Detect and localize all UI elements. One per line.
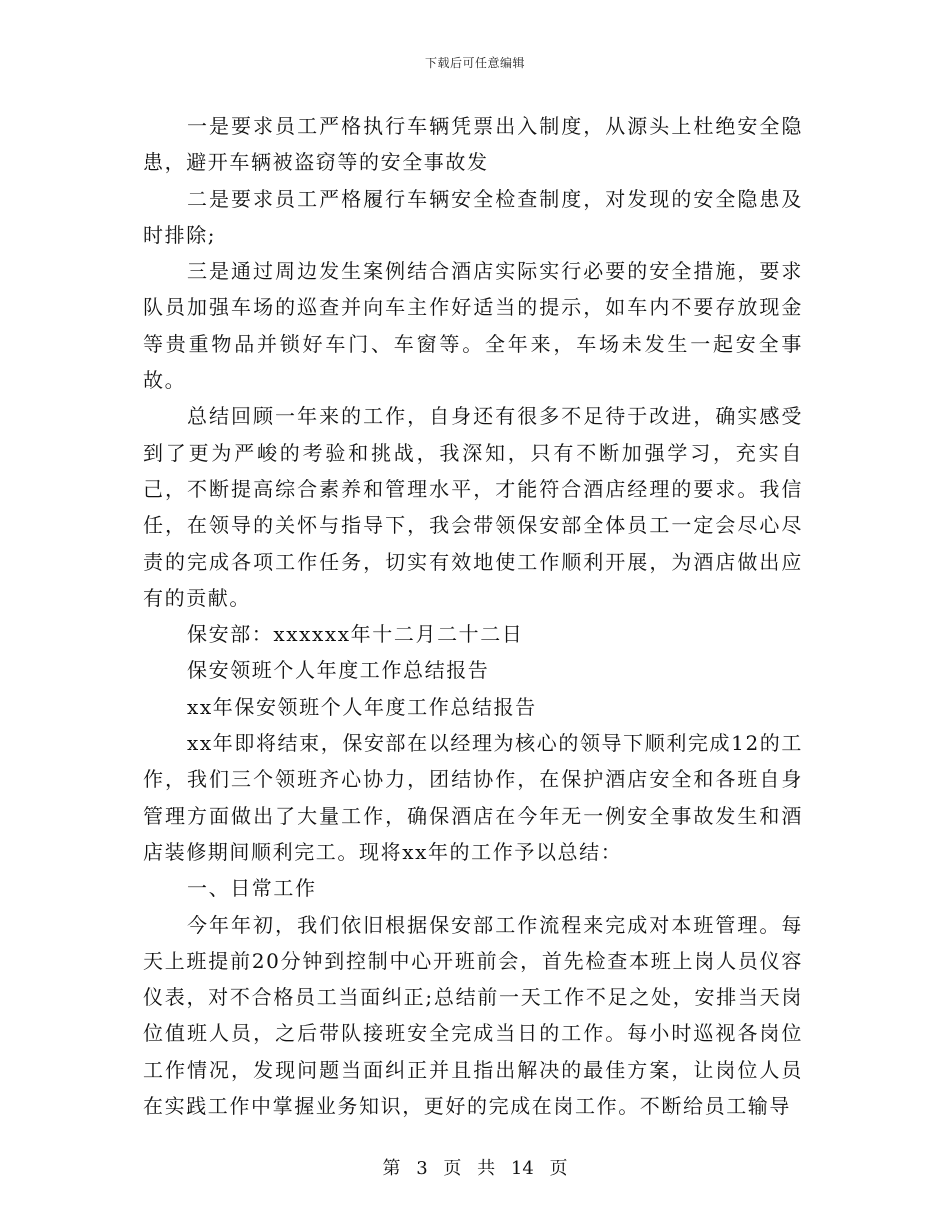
- paragraph-4: 总结回顾一年来的工作，自身还有很多不足待于改进，确实感受到了更为严峻的考验和挑战，我深知，只有不断加强学习，充实自己，不断提高综合素养和管理水平，才能符合酒店经理的要求。我信任，在领导的关怀与指导下，我会带领保安部全体员工一定会尽心尽责的完成各项工作任务，切实有效地使工作顺利开展，为酒店做出应有的贡献。: [143, 404, 803, 610]
- page-label-suffix: 页: [549, 1158, 568, 1179]
- page-number-footer: [0, 1154, 950, 1180]
- document-subtitle: xx年保安领班个人年度工作总结报告: [187, 694, 537, 719]
- page-label-mid2: 共: [477, 1158, 496, 1179]
- signature-date-line: 保安部：xxxxxx年十二月二十二日: [187, 622, 524, 647]
- page-label-prefix: 第: [382, 1158, 401, 1179]
- document-body: [143, 108, 803, 1124]
- page-label-mid1: 页: [443, 1158, 462, 1179]
- paragraph-3: 三是通过周边发生案例结合酒店实际实行必要的安全措施，要求队员加强车场的巡查并向车主作好适当的提示，如车内不要存放现金等贵重物品并锁好车门、车窗等。全年来，车场未发生一起安全事故。: [143, 259, 803, 393]
- section-heading-daily-work: 一、日常工作: [187, 876, 317, 901]
- paragraph-daily-work: 今年年初，我们依旧根据保安部工作流程来完成对本班管理。每天上班提前20分钟到控制中心开班前会，首先检查本班上岗人员仪容仪表，对不合格员工当面纠正;总结前一天工作不足之处，安排当天岗位值班人员，之后带队接班安全完成当日的工作。每小时巡视各岗位工作情况，发现问题当面纠正并且指出解决的最佳方案，让岗位人员在实践工作中掌握业务知识，更好的完成在岗工作。不断给员工输导: [143, 912, 803, 1119]
- document-title: 保安领班个人年度工作总结报告: [187, 658, 490, 683]
- header-note: 下载后可任意编辑: [424, 56, 525, 70]
- paragraph-2: 二是要求员工严格履行车辆安全检查制度，对发现的安全隐患及时排除;: [143, 186, 803, 247]
- current-page-number: 3: [416, 1158, 428, 1179]
- paragraph-intro: xx年即将结束，保安部在以经理为核心的领导下顺利完成12的工作，我们三个领班齐心协力，团结协作，在保护酒店安全和各班自身管理方面做出了大量工作，确保酒店在今年无一例安全事故发生和酒店装修期间顺利完工。现将xx年的工作予以总结：: [143, 731, 804, 864]
- paragraph-1: 一是要求员工严格执行车辆凭票出入制度，从源头上杜绝安全隐患，避开车辆被盗窃等的安全事故发: [143, 114, 803, 175]
- total-pages-number: 14: [510, 1158, 534, 1179]
